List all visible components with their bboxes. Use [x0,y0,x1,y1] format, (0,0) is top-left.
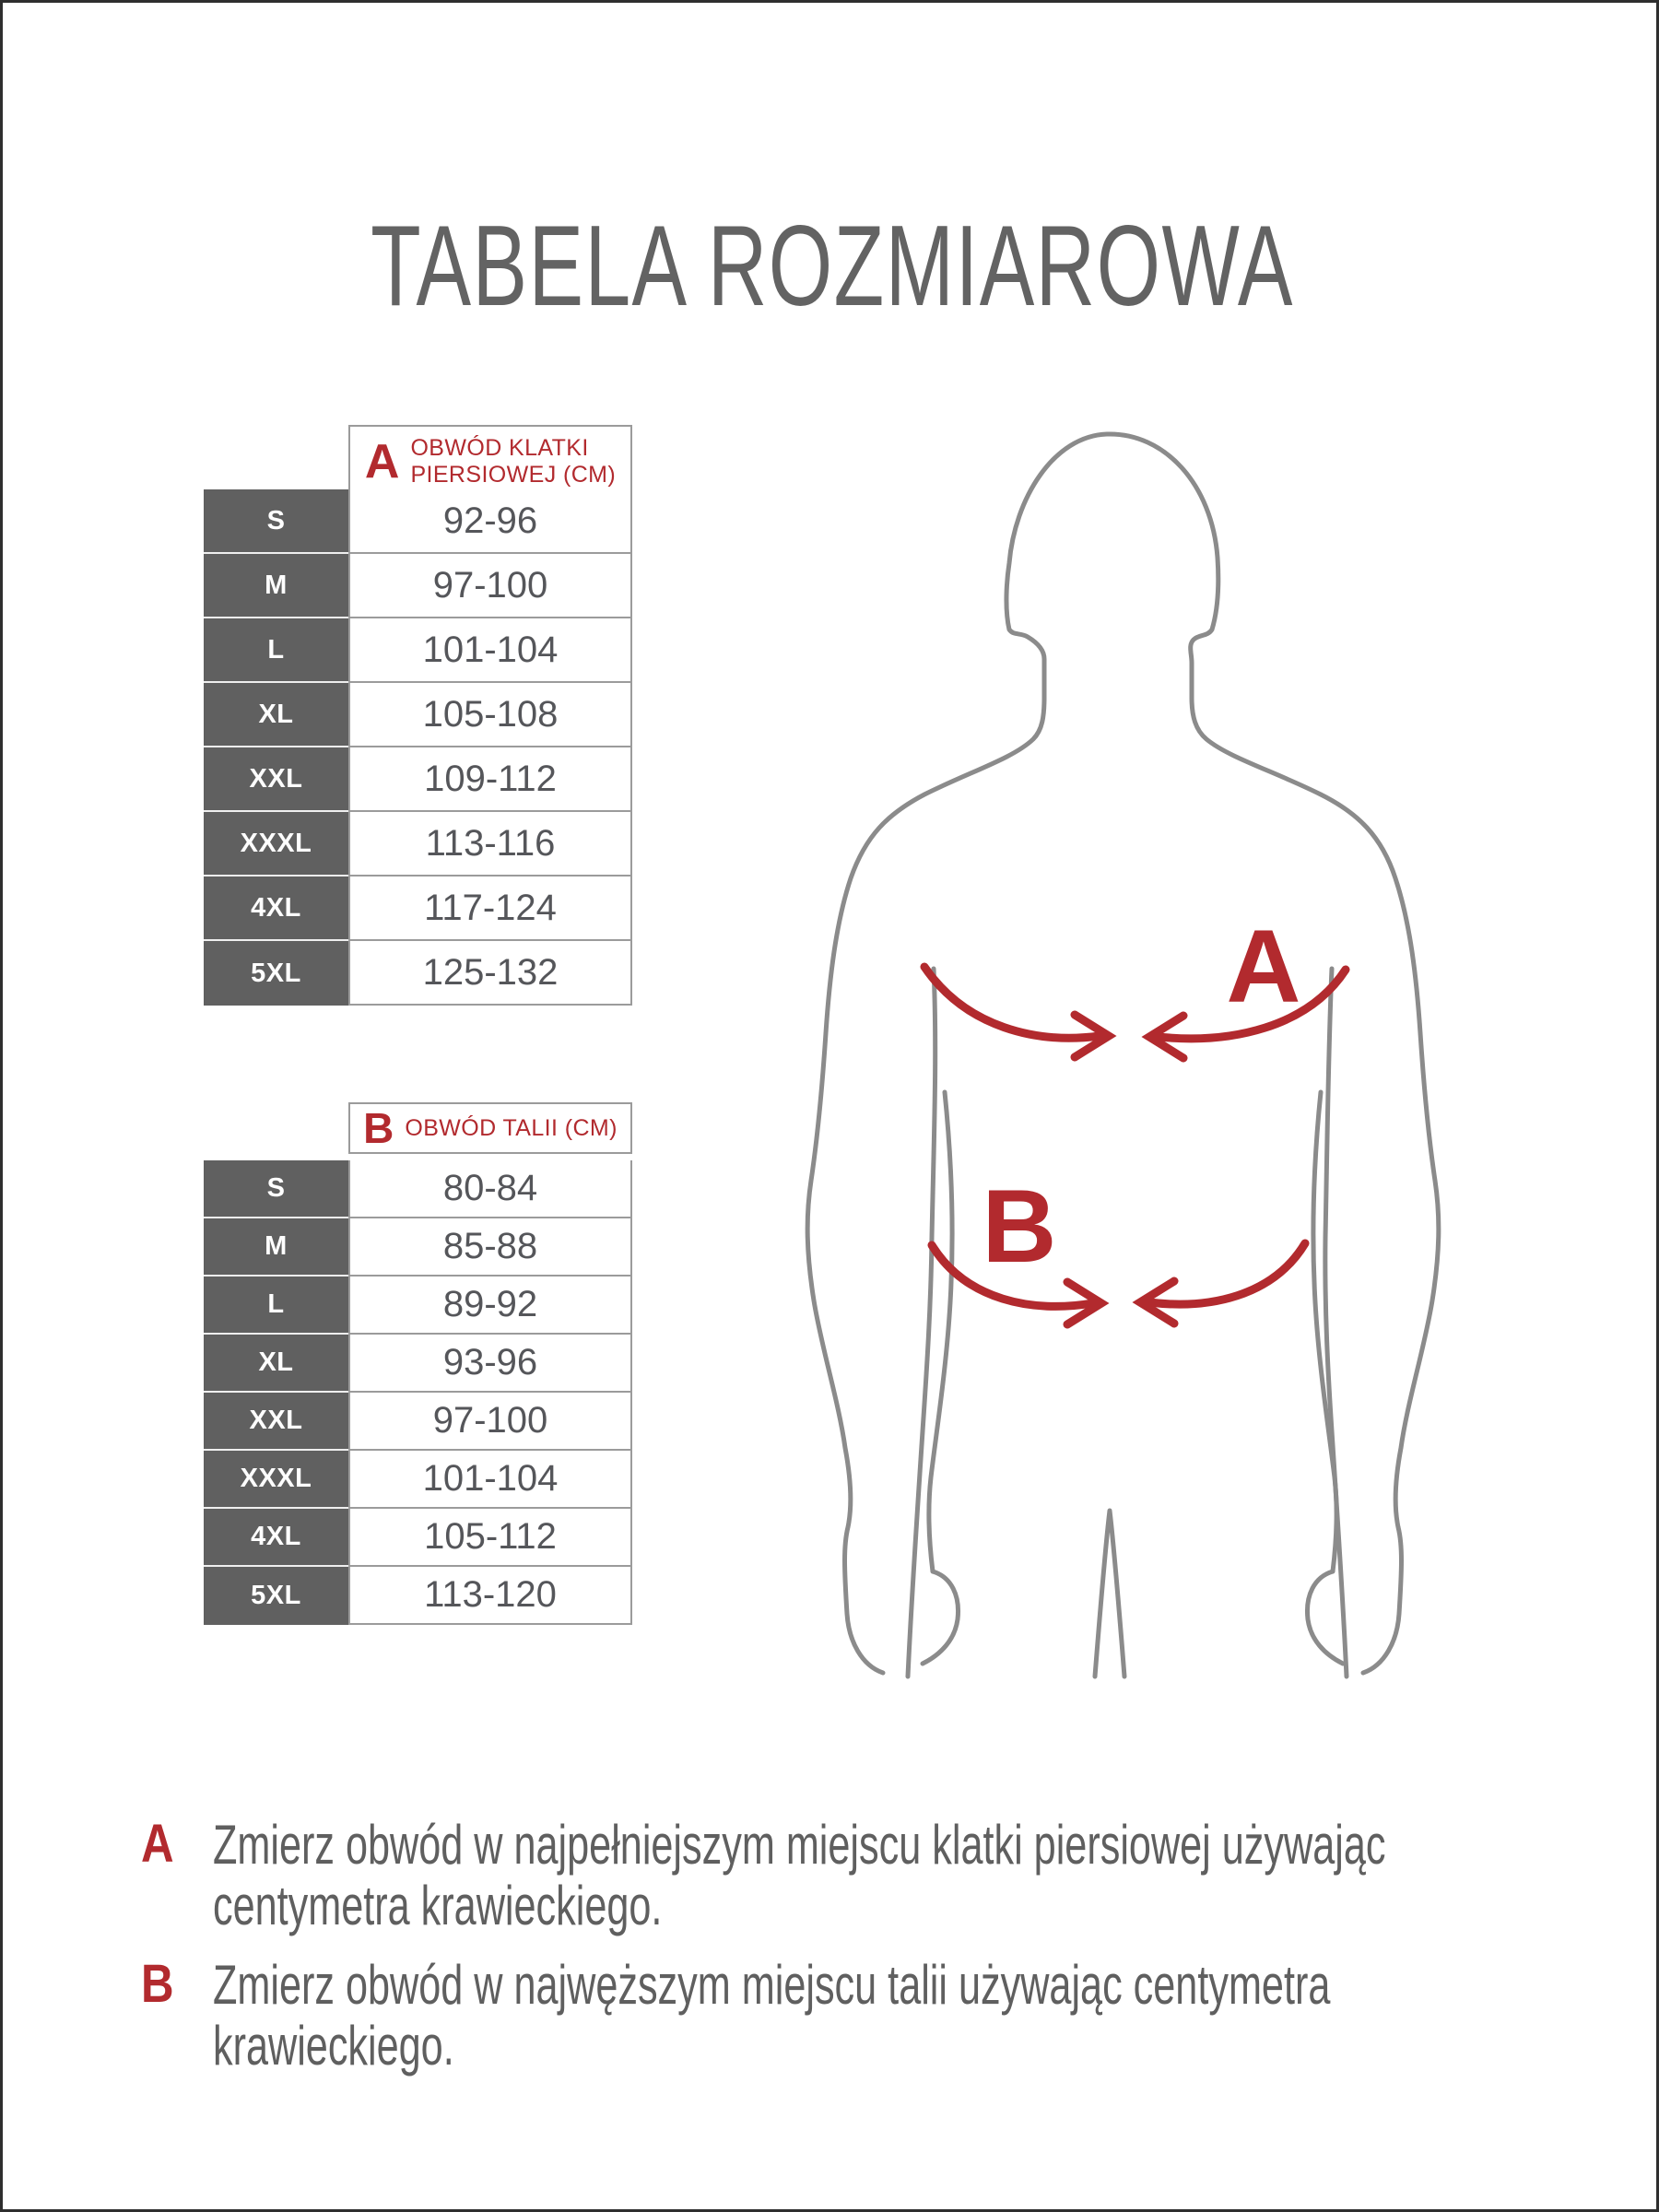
size-label-cell: XXXL [204,1451,348,1509]
waist-size-table [204,1102,632,1625]
body-outline [807,434,1439,1673]
page-title: TABELA ROZMIAROWA [371,203,1294,330]
range-value-cell: 105-108 [348,683,632,747]
range-value-cell: 92-96 [348,489,632,554]
range-value-cell: 113-116 [348,812,632,877]
legend-b-line2: krawieckiego. [213,2015,454,2077]
size-label-cell: XXL [204,747,348,812]
male-body-figure [795,427,1477,1735]
right-thumb [1307,1571,1343,1664]
legend-b-text [213,1955,1606,2077]
waist-header-label: OBWÓD TALII (CM) [405,1114,618,1141]
size-label-cell: 4XL [204,877,348,941]
chest-header-label [410,435,616,488]
chest-table-header-spacer [204,425,348,489]
waist-marker-b: B [982,1169,1057,1284]
waist-table-header [348,1102,632,1154]
chest-marker-a: A [1226,909,1301,1024]
range-value-cell: 113-120 [348,1567,632,1625]
range-value-cell: 97-100 [348,554,632,618]
range-value-cell: 101-104 [348,618,632,683]
size-label-cell: XL [204,683,348,747]
crotch-lines [1095,1511,1124,1677]
range-value-cell: 85-88 [348,1218,632,1277]
waist-tape-right-arc [1149,1243,1305,1304]
chest-marker-letter: A [364,435,400,488]
legend-a-line1: Zmierz obwód w najpełniejszym miejscu klatki piersiowej używając [213,1814,1386,1876]
size-label-cell: M [204,554,348,618]
size-label-cell: S [204,489,348,554]
size-label-cell: 5XL [204,1567,348,1625]
chest-table-header [348,425,632,499]
legend-b-line1: Zmierz obwód w najwęższym miejscu talii używając centymetra [213,1954,1331,2016]
waist-table-header-spacer [204,1102,348,1160]
range-value-cell: 117-124 [348,877,632,941]
chest-header-line2: PIERSIOWEJ (CM) [410,462,617,488]
range-value-cell: 97-100 [348,1393,632,1451]
range-value-cell: 101-104 [348,1451,632,1509]
legend-a-line2: centymetra krawieckiego. [213,1875,663,1936]
torso-right-edge [1325,969,1347,1677]
range-value-cell: 80-84 [348,1160,632,1218]
waist-marker-letter: B [363,1104,394,1152]
range-value-cell: 89-92 [348,1277,632,1335]
size-label-cell: L [204,618,348,683]
size-label-cell: 5XL [204,941,348,1006]
left-thumb [923,1571,959,1664]
size-label-cell: S [204,1160,348,1218]
chest-size-table [204,425,632,1006]
legend-a-letter: A [141,1814,174,1874]
range-value-cell: 125-132 [348,941,632,1006]
size-label-cell: 4XL [204,1509,348,1567]
size-label-cell: M [204,1218,348,1277]
range-value-cell: 109-112 [348,747,632,812]
legend-a-text [213,1815,1606,1936]
size-label-cell: XXL [204,1393,348,1451]
chest-tape-left-arc [924,967,1100,1038]
size-label-cell: XL [204,1335,348,1393]
range-value-cell: 105-112 [348,1509,632,1567]
size-label-cell: L [204,1277,348,1335]
range-value-cell: 93-96 [348,1335,632,1393]
chest-header-line1: OBWÓD KLATKI [410,435,589,461]
legend-b-letter: B [141,1954,174,2014]
size-label-cell: XXXL [204,812,348,877]
